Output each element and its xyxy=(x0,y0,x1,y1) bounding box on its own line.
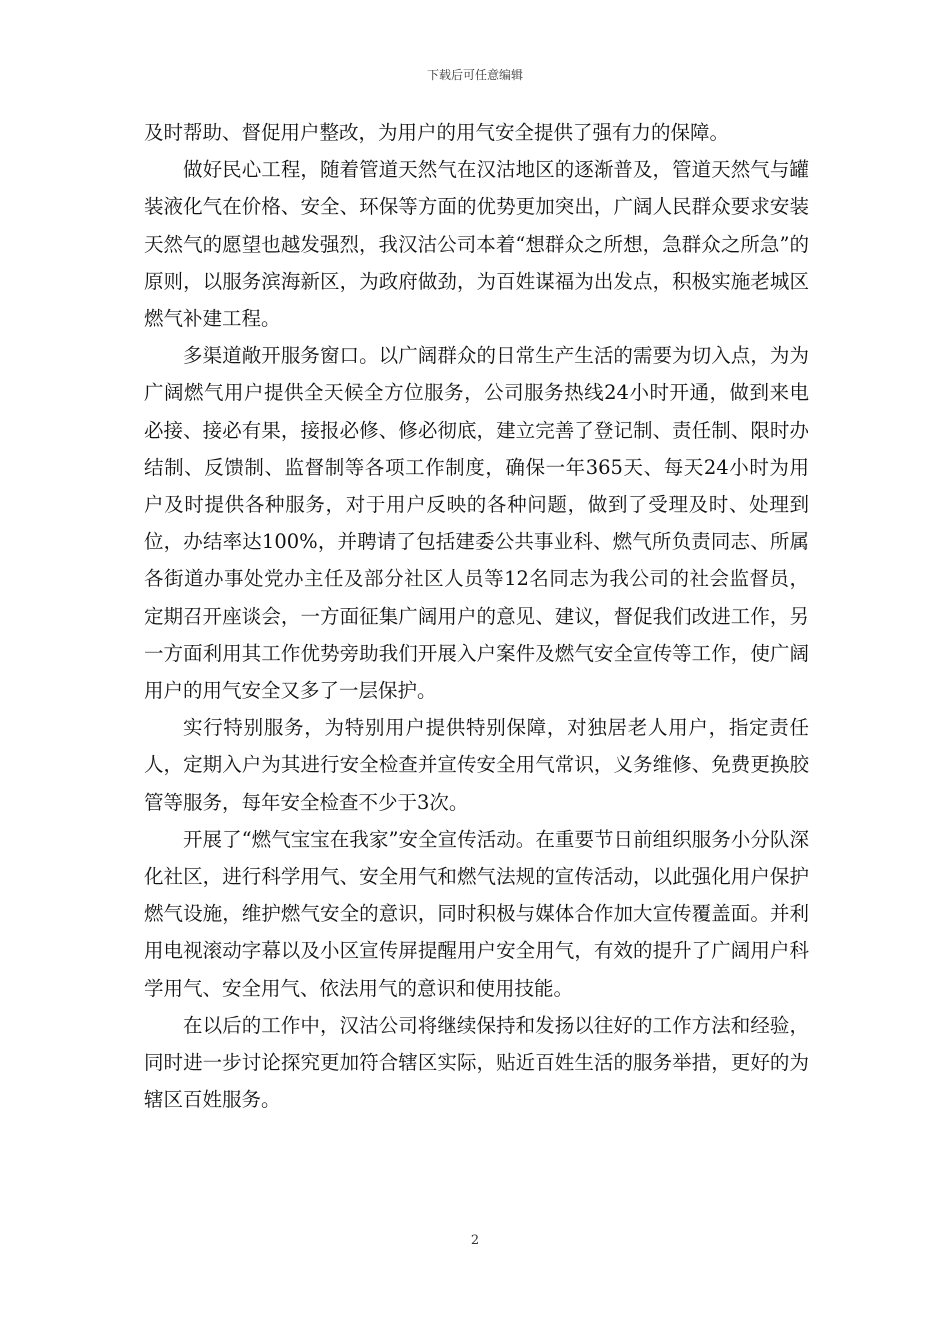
paragraph-continuation: 及时帮助、督促用户整改，为用户的用气安全提供了强有力的保障。 xyxy=(144,121,730,144)
page-header: 下载后可任意编辑 xyxy=(426,68,523,82)
paragraph-future-work: 在以后的工作中，汉沽公司将继续保持和发扬以往好的工作方法和经验，同时进一步讨论探究更加符合辖区实际，贴近百姓生活的服务举措，更好的为辖区百姓服务。 xyxy=(144,1013,809,1112)
paragraph-safety-campaign: 开展了“燃气宝宝在我家”安全宣传活动。在重要节日前组织服务小分队深化社区，进行科学用气、安全用气和燃气法规的宣传活动，以此强化用户保护燃气设施，维护燃气安全的意识，同时积极与媒体合作加大宣传覆盖面。并利用电视滚动字幕以及小区宣传屏提醒用户安全用气，有效的提升了广阔用户科学用气、安全用气、依法用气的意识和使用技能。 xyxy=(144,827,809,1000)
paragraph-service-window: 多渠道敞开服务窗口。以广阔群众的日常生产生活的需要为切入点，为为广阔燃气用户提供全天候全方位服务，公司服务热线24小时开通，做到来电必接、接必有果，接报必修、修必彻底，建立完善了登记制、责任制、限时办结制、反馈制、监督制等各项工作制度，确保一年365天、每天24小时为用户及时提供各种服务，对于用户反映的各种问题，做到了受理及时、处理到位，办结率达100%，并聘请了包括建委公共事业科、燃气所负责同志、所属各街道办事处党办主任及部分社区人员等12名同志为我公司的社会监督员，定期召开座谈会，一方面征集广阔用户的意见、建议，督促我们改进工作，另一方面利用其工作优势旁助我们开展入户案件及燃气安全宣传等工作，使广阔用户的用气安全又多了一层保护。 xyxy=(144,344,809,703)
paragraph-minxin-project: 做好民心工程，随着管道天然气在汉沽地区的逐渐普及，管道天然气与罐装液化气在价格、安全、环保等方面的优势更加突出，广阔人民群众要求安装天然气的愿望也越发强烈，我汉沽公司本着“想群众之所想，急群众之所急”的原则，以服务滨海新区，为政府做劲，为百姓谋福为出发点，积极实施老城区燃气补建工程。 xyxy=(144,158,809,331)
page-number: 2 xyxy=(470,1233,480,1248)
paragraph-special-service: 实行特别服务，为特别用户提供特别保障，对独居老人用户，指定责任人，定期入户为其进行安全检查并宣传安全用气常识，义务维修、免费更换胶管等服务，每年安全检查不少于3次。 xyxy=(144,716,809,814)
document-body xyxy=(144,114,809,1118)
